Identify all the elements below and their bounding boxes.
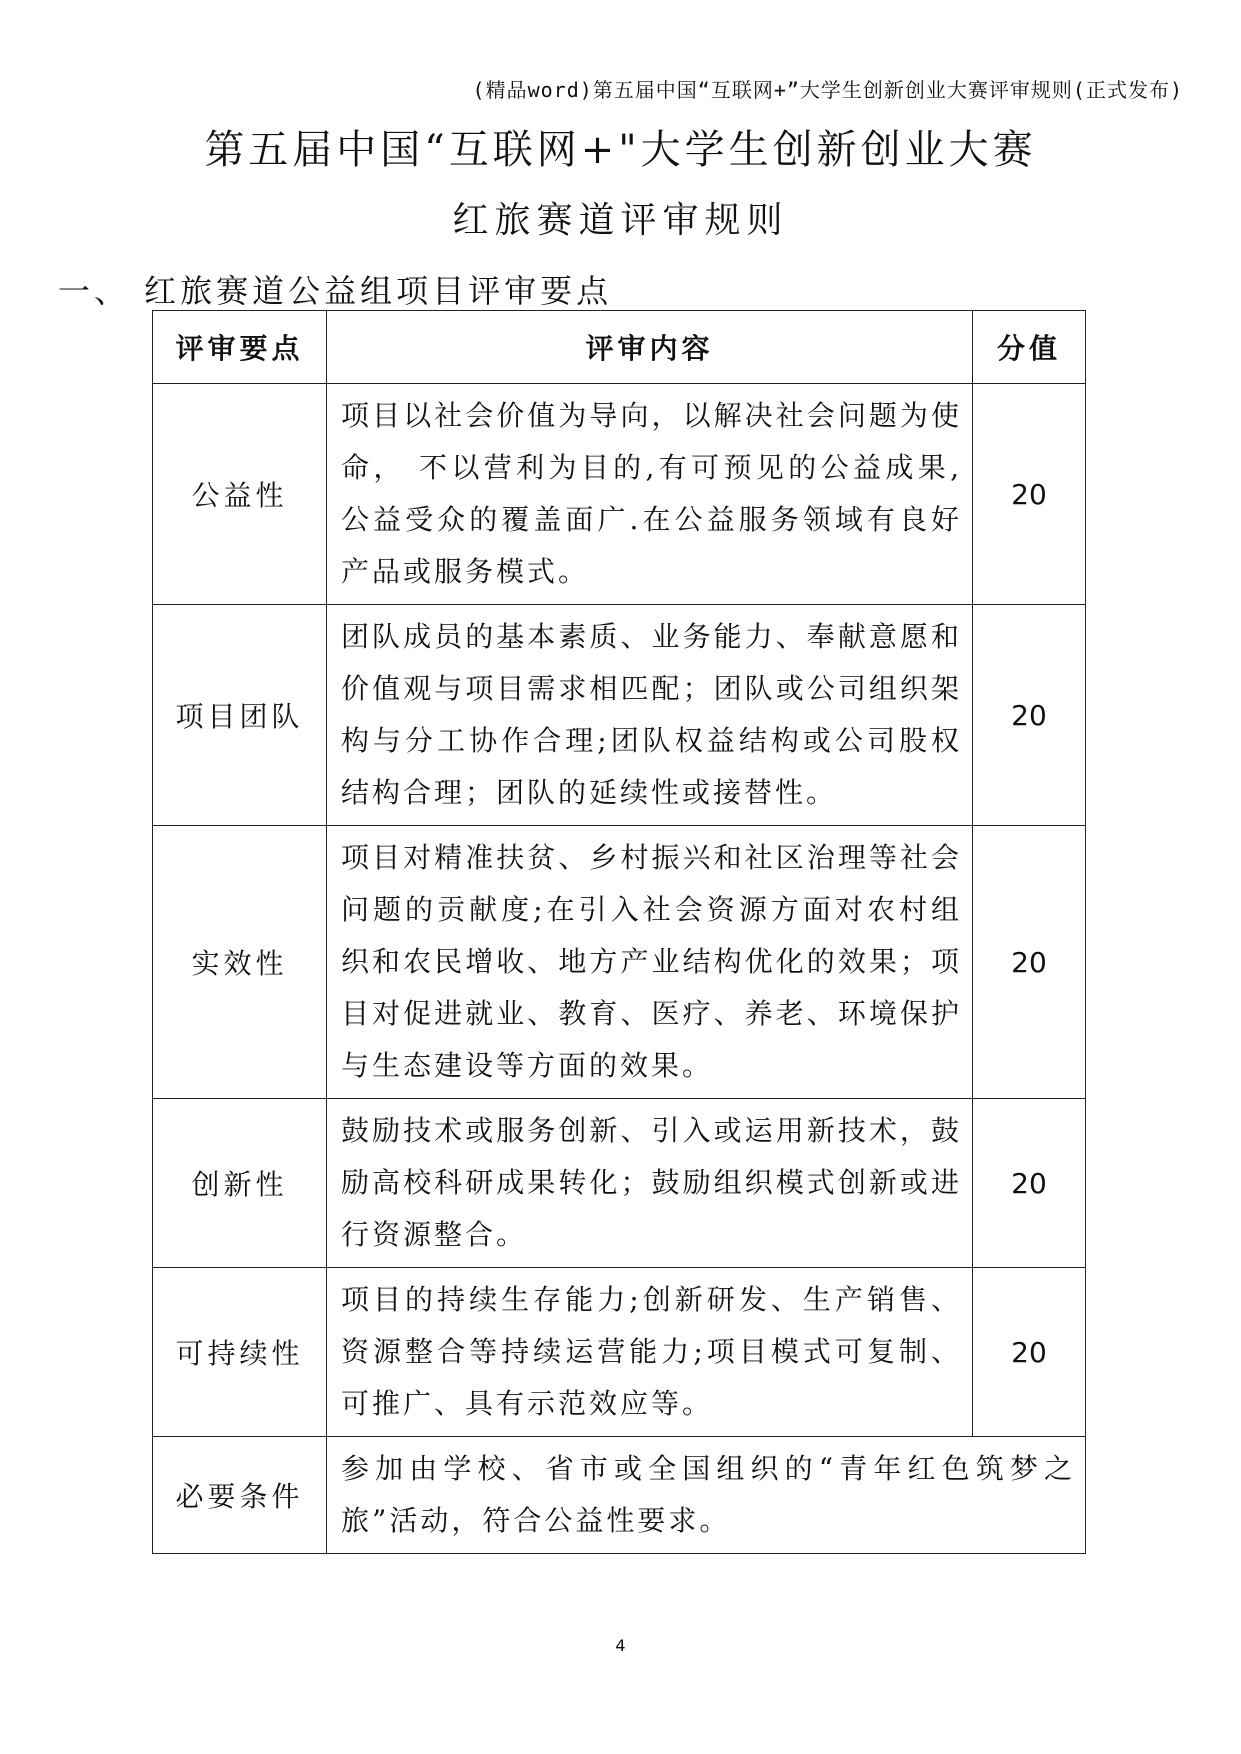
row-content: 项目以社会价值为导向，以解决社会问题为使命， 不以营利为目的,有可预见的公益成果,公益受众的覆盖面广.在公益服务领域有良好产品或服务模式。 [327,384,973,605]
row-point: 项目团队 [153,605,327,826]
row-score: 20 [973,826,1086,1099]
row-content: 团队成员的基本素质、业务能力、奉献意愿和价值观与项目需求相匹配；团队或公司组织架构与分工协作合理;团队权益结构或公司股权结构合理；团队的延续性或接替性。 [327,605,973,826]
page-number: 4 [615,1636,626,1655]
requirement-point: 必要条件 [153,1437,327,1554]
row-point: 实效性 [153,826,327,1099]
table-header-row [153,311,1086,384]
row-score: 20 [973,1099,1086,1268]
row-score: 20 [973,384,1086,605]
document-title: 第五届中国“互联网+"大学生创新创业大赛 [204,127,1037,173]
column-header-content: 评审内容 [327,311,973,384]
row-score: 20 [973,1268,1086,1437]
document-subtitle: 红旅赛道评审规则 [452,200,789,241]
row-point: 可持续性 [153,1268,327,1437]
row-content: 项目的持续生存能力;创新研发、生产销售、资源整合等持续运营能力;项目模式可复制、可推广、具有示范效应等。 [327,1268,973,1437]
table-row [153,1268,1086,1437]
table-row [153,1099,1086,1268]
table-row [153,605,1086,826]
requirement-row [153,1437,1086,1554]
table-row [153,826,1086,1099]
running-header: (精品word)第五届中国“互联网+”大学生创新创业大赛评审规则(正式发布) [472,78,1183,102]
row-point: 公益性 [153,384,327,605]
requirement-content: 参加由学校、省市或全国组织的“青年红色筑梦之旅”活动，符合公益性要求。 [327,1437,1086,1554]
row-content: 鼓励技术或服务创新、引入或运用新技术，鼓励高校科研成果转化；鼓励组织模式创新或进行资源整合。 [327,1099,973,1268]
row-point: 创新性 [153,1099,327,1268]
section-heading: 一、 红旅赛道公益组项目评审要点 [58,272,613,310]
column-header-point: 评审要点 [153,311,327,384]
row-content: 项目对精准扶贫、乡村振兴和社区治理等社会问题的贡献度;在引入社会资源方面对农村组织和农民增收、地方产业结构优化的效果；项目对促进就业、教育、医疗、养老、环境保护与生态建设等方面的效果。 [327,826,973,1099]
column-header-score: 分值 [973,311,1086,384]
scoring-table [152,310,1086,1554]
row-score: 20 [973,605,1086,826]
table-row [153,384,1086,605]
